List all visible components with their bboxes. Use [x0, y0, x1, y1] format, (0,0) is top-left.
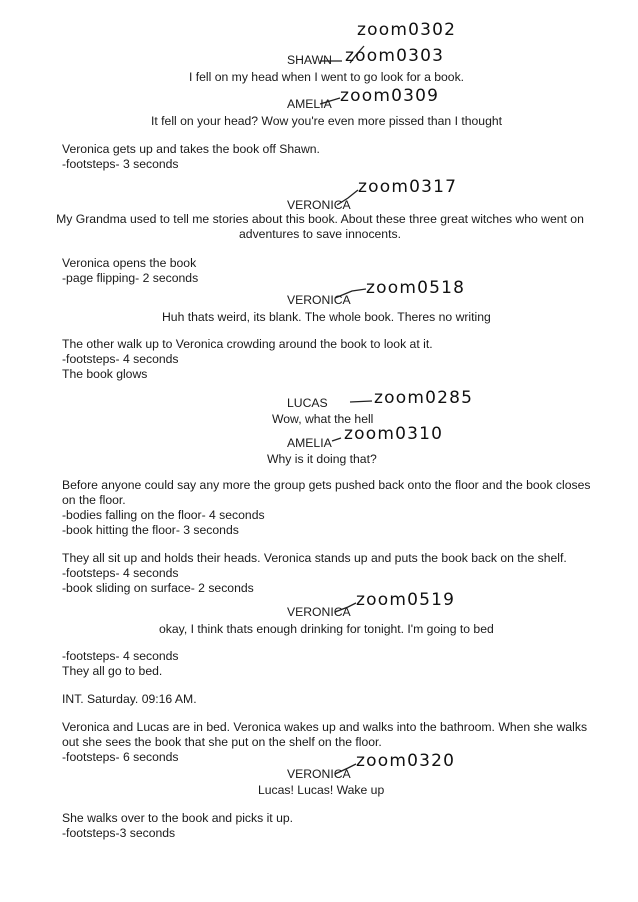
dialogue-line: Huh thats weird, its blank. The whole book. Theres no writing — [162, 310, 491, 324]
action-line: -footsteps- 6 seconds — [62, 750, 179, 764]
handwritten-note: zoom0303 — [345, 46, 445, 66]
action-line: on the floor. — [62, 493, 126, 507]
dialogue-line: adventures to save innocents. — [239, 227, 401, 241]
dialogue-line: okay, I think thats enough drinking for tonight. I'm going to bed — [159, 622, 494, 636]
handwritten-note: zoom0317 — [358, 177, 458, 197]
character-name: VERONICA — [287, 293, 351, 307]
action-line: Before anyone could say any more the group gets pushed back onto the floor and the book closes — [62, 478, 591, 492]
handwritten-note: zoom0310 — [344, 424, 444, 444]
action-line: Veronica gets up and takes the book off Shawn. — [62, 142, 320, 156]
dialogue-line: Wow, what the hell — [272, 412, 374, 426]
action-line: Veronica and Lucas are in bed. Veronica wakes up and walks into the bathroom. When she walks — [62, 720, 588, 734]
dialogue-line: Lucas! Lucas! Wake up — [258, 783, 385, 797]
action-line: They all go to bed. — [62, 664, 163, 678]
action-line: -footsteps-3 seconds — [62, 826, 176, 840]
action-line: -footsteps- 4 seconds — [62, 352, 179, 366]
action-line: -book sliding on surface- 2 seconds — [62, 581, 254, 595]
character-name: LUCAS — [287, 396, 328, 410]
character-name: VERONICA — [287, 767, 351, 781]
handwritten-note: zoom0518 — [366, 278, 466, 298]
character-name: AMELIA — [287, 436, 332, 450]
action-line: The book glows — [62, 367, 148, 381]
action-line: -footsteps- 4 seconds — [62, 649, 179, 663]
handwritten-note: zoom0309 — [340, 86, 440, 106]
action-line: They all sit up and holds their heads. Veronica stands up and puts the book back on the shelf. — [62, 551, 567, 565]
action-line: -footsteps- 3 seconds — [62, 157, 179, 171]
dialogue-line: It fell on your head? Wow you're even more pissed than I thought — [151, 114, 503, 128]
scene-heading: INT. Saturday. 09:16 AM. — [62, 692, 197, 706]
dialogue-line: I fell on my head when I went to go look for a book. — [189, 70, 465, 84]
action-line: -footsteps- 4 seconds — [62, 566, 179, 580]
action-line: She walks over to the book and picks it up. — [62, 811, 294, 825]
handwritten-note: zoom0320 — [356, 751, 456, 771]
handwritten-note: zoom0302 — [357, 20, 457, 40]
action-line: The other walk up to Veronica crowding around the book to look at it. — [62, 337, 433, 351]
character-name: VERONICA — [287, 198, 351, 212]
character-name: AMELIA — [287, 97, 332, 111]
action-line: -page flipping- 2 seconds — [62, 271, 199, 285]
dialogue-line: Why is it doing that? — [267, 452, 377, 466]
action-line: out she sees the book that she put on the shelf on the floor. — [62, 735, 382, 749]
action-line: -bodies falling on the floor- 4 seconds — [62, 508, 265, 522]
handwritten-note: zoom0519 — [356, 590, 456, 610]
handwritten-note: zoom0285 — [374, 388, 474, 408]
character-name: VERONICA — [287, 605, 351, 619]
dialogue-line: My Grandma used to tell me stories about this book. About these three great witches who went on — [56, 212, 584, 226]
character-name: SHAWN — [287, 53, 332, 67]
action-line: -book hitting the floor- 3 seconds — [62, 523, 239, 537]
action-line: Veronica opens the book — [62, 256, 197, 270]
